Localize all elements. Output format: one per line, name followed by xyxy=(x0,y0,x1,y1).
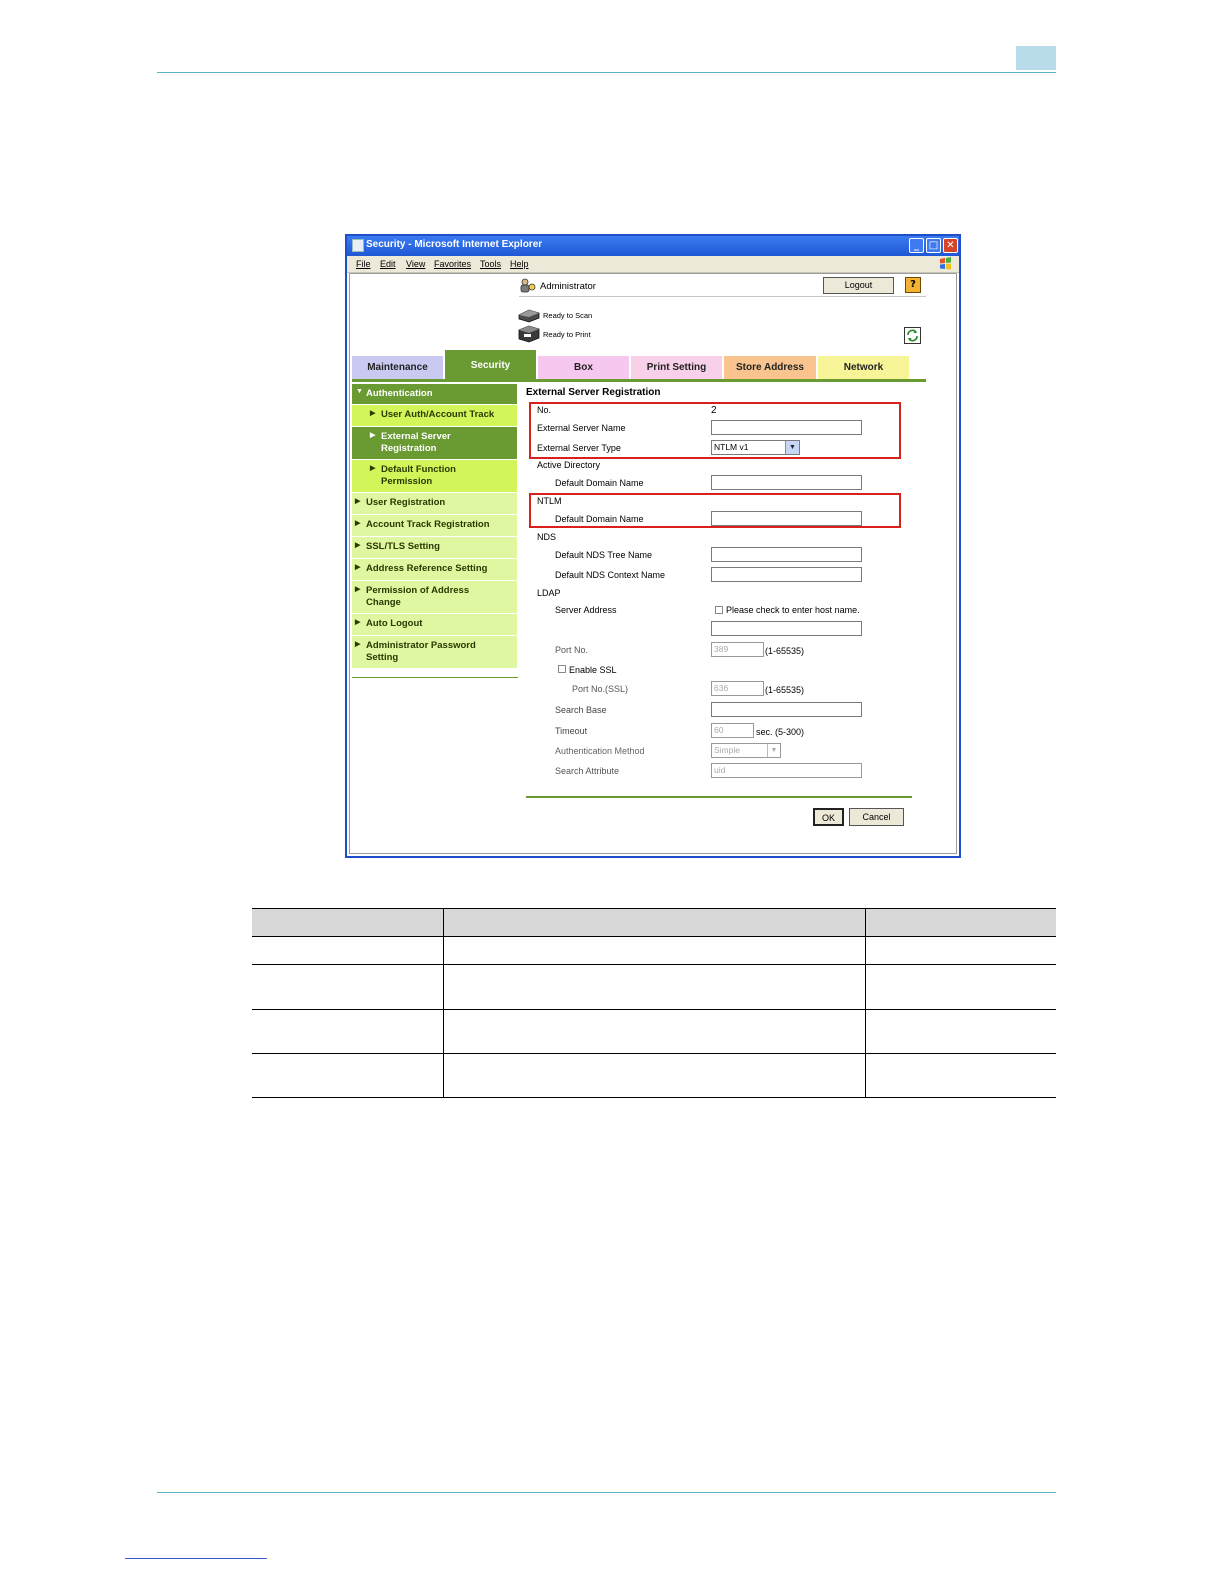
nds-context-input[interactable] xyxy=(711,567,862,582)
table-row-divider xyxy=(252,1009,1056,1010)
auth-method-select[interactable] xyxy=(711,743,781,758)
ie-page-icon xyxy=(352,239,364,252)
tab-box[interactable]: Box xyxy=(538,356,629,379)
sidebar-item-permission-address[interactable]: ▶ Permission of Address Change xyxy=(352,581,517,613)
menu-view[interactable]: View xyxy=(406,259,426,269)
sidebar-item-user-registration[interactable]: ▶ User Registration xyxy=(352,493,517,514)
cancel-button[interactable]: Cancel xyxy=(849,808,904,826)
ad-domain-input[interactable] xyxy=(711,475,862,490)
footer-rule xyxy=(157,1492,1056,1493)
menu-tools[interactable]: Tools xyxy=(480,259,502,269)
table-column-divider xyxy=(443,908,444,1098)
menu-file[interactable]: File xyxy=(356,259,371,269)
refresh-icon[interactable] xyxy=(904,327,921,344)
sidebar-item-user-auth[interactable]: ▶ User Auth/Account Track xyxy=(352,405,517,426)
logout-button[interactable]: Logout xyxy=(823,277,894,294)
form-divider xyxy=(526,796,912,798)
table-bottom-rule xyxy=(252,1097,1056,1098)
table-column-divider xyxy=(865,908,866,1098)
no-label: No. xyxy=(537,405,552,415)
ldap-label: LDAP xyxy=(537,588,561,598)
chevron-down-icon: ▼ xyxy=(356,388,363,395)
arrow-right-icon: ▶ xyxy=(355,619,361,626)
sidebar-item-address-reference[interactable]: ▶ Address Reference Setting xyxy=(352,559,517,580)
arrow-right-icon: ▶ xyxy=(355,586,361,593)
tab-maintenance[interactable]: Maintenance xyxy=(352,356,443,379)
table-header-row xyxy=(252,908,1056,937)
server-address-label: Server Address xyxy=(555,605,617,615)
timeout-unit: sec. (5-300) xyxy=(756,727,805,737)
ok-button[interactable]: OK xyxy=(813,808,844,826)
form-heading: External Server Registration xyxy=(526,387,661,398)
port-ssl-label: Port No.(SSL) xyxy=(572,684,629,694)
port-ssl-range: (1-65535) xyxy=(765,685,805,695)
menu-help[interactable]: Help xyxy=(510,259,529,269)
tab-security[interactable]: Security xyxy=(445,350,536,379)
auth-method-label: Authentication Method xyxy=(555,746,645,756)
server-type-label: External Server Type xyxy=(537,443,621,453)
tab-print-setting[interactable]: Print Setting xyxy=(631,356,722,379)
chevron-down-icon[interactable]: ▼ xyxy=(785,441,799,454)
sidebar-item-ssl-tls[interactable]: ▶ SSL/TLS Setting xyxy=(352,537,517,558)
window-title: Security - Microsoft Internet Explorer xyxy=(366,239,543,250)
server-name-input[interactable] xyxy=(711,420,862,435)
timeout-input[interactable]: 60 xyxy=(711,723,754,738)
menu-favorites[interactable]: Favorites xyxy=(434,259,472,269)
enable-ssl-checkbox[interactable] xyxy=(558,665,566,673)
arrow-right-icon: ▶ xyxy=(370,410,376,417)
search-attr-label: Search Attribute xyxy=(555,766,620,776)
chevron-down-icon: ▼ xyxy=(767,744,780,757)
search-base-input[interactable] xyxy=(711,702,862,717)
table-row-divider xyxy=(252,964,1056,965)
nds-label: NDS xyxy=(537,532,557,542)
sidebar-item-default-function[interactable]: ▶ Default Function Permission xyxy=(352,460,517,492)
search-attr-input[interactable]: uid xyxy=(711,763,862,778)
sidebar-item-admin-password[interactable]: ▶ Administrator Password Setting xyxy=(352,636,517,668)
maximize-icon[interactable]: □ xyxy=(926,238,941,253)
host-name-check-label: Please check to enter host name. xyxy=(726,605,860,615)
arrow-right-icon: ▶ xyxy=(370,432,376,439)
arrow-right-icon: ▶ xyxy=(355,498,361,505)
menu-bar xyxy=(347,256,959,273)
port-ssl-input[interactable]: 636 xyxy=(711,681,764,696)
scanner-icon xyxy=(517,307,541,323)
print-status: Ready to Print xyxy=(543,330,591,339)
nds-tree-label: Default NDS Tree Name xyxy=(555,550,653,560)
tab-underline xyxy=(352,379,926,382)
sidebar-item-auto-logout[interactable]: ▶ Auto Logout xyxy=(352,614,517,635)
server-name-label: External Server Name xyxy=(537,423,626,433)
chapter-tab xyxy=(1016,46,1056,70)
header-divider xyxy=(519,296,926,297)
port-input[interactable]: 389 xyxy=(711,642,764,657)
tab-store-address[interactable]: Store Address xyxy=(724,356,816,379)
ntlm-domain-label: Default Domain Name xyxy=(555,514,644,524)
active-directory-label: Active Directory xyxy=(537,460,601,470)
user-name: Administrator xyxy=(540,281,596,292)
arrow-right-icon: ▶ xyxy=(355,520,361,527)
footer-link-line xyxy=(125,1558,267,1559)
windows-logo-icon xyxy=(939,257,952,270)
help-icon[interactable]: ? xyxy=(905,277,921,293)
title-bar xyxy=(347,236,959,256)
sidebar-bottom-rule xyxy=(352,677,518,678)
close-icon[interactable]: ✕ xyxy=(943,238,958,253)
sidebar-item-authentication[interactable]: ▼ Authentication xyxy=(352,384,517,404)
sidebar-item-external-server[interactable]: ▶ External Server Registration xyxy=(352,427,517,459)
port-range: (1-65535) xyxy=(765,646,805,656)
no-value: 2 xyxy=(711,405,717,416)
search-base-label: Search Base xyxy=(555,705,607,715)
sidebar-item-account-track[interactable]: ▶ Account Track Registration xyxy=(352,515,517,536)
administrator-icon xyxy=(519,278,537,294)
enable-ssl-label: Enable SSL xyxy=(569,665,617,675)
timeout-label: Timeout xyxy=(555,726,588,736)
tab-network[interactable]: Network xyxy=(818,356,909,379)
server-type-value: NTLM v1 xyxy=(714,442,749,452)
menu-edit[interactable]: Edit xyxy=(380,259,396,269)
ntlm-label: NTLM xyxy=(537,496,562,506)
ntlm-domain-input[interactable] xyxy=(711,511,862,526)
server-address-input[interactable] xyxy=(711,621,862,636)
printer-icon xyxy=(517,324,541,343)
scan-status: Ready to Scan xyxy=(543,311,593,320)
auth-method-value: Simple xyxy=(714,745,740,755)
nds-tree-input[interactable] xyxy=(711,547,862,562)
minimize-icon[interactable]: _ xyxy=(909,238,924,253)
table-row-divider xyxy=(252,1053,1056,1054)
host-name-checkbox[interactable] xyxy=(715,606,723,614)
arrow-right-icon: ▶ xyxy=(355,564,361,571)
port-label: Port No. xyxy=(555,645,589,655)
arrow-right-icon: ▶ xyxy=(355,641,361,648)
arrow-right-icon: ▶ xyxy=(355,542,361,549)
server-type-select[interactable] xyxy=(711,440,800,455)
arrow-right-icon: ▶ xyxy=(370,465,376,472)
header-rule xyxy=(157,72,1056,73)
ad-domain-label: Default Domain Name xyxy=(555,478,644,488)
nds-context-label: Default NDS Context Name xyxy=(555,570,666,580)
